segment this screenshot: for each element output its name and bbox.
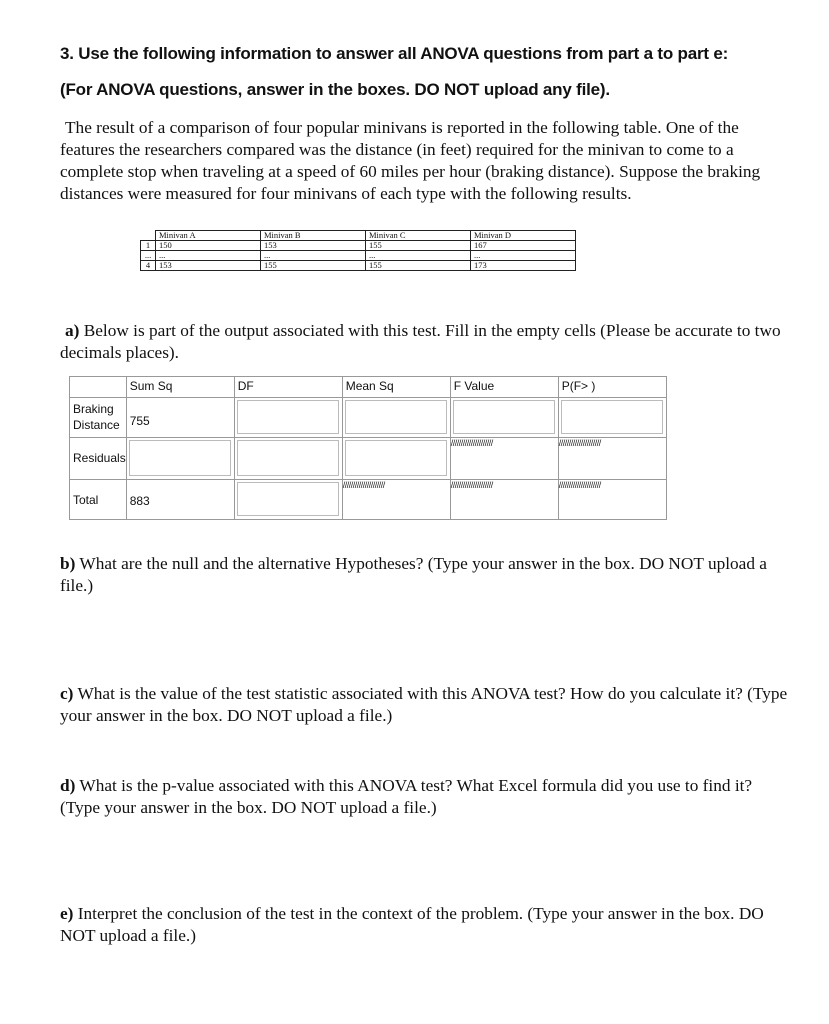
anova-table	[69, 376, 667, 520]
data-cell: 155	[366, 241, 471, 251]
data-cell: ...	[156, 251, 261, 261]
anova-sum-sq-value: 755	[126, 398, 234, 438]
question-number: 3	[60, 44, 70, 63]
data-table-row	[141, 241, 576, 251]
anova-col-header: P(F> )	[558, 377, 666, 398]
data-table-header-row	[141, 231, 576, 241]
anova-cell	[450, 398, 558, 438]
p-value-input[interactable]	[561, 400, 663, 434]
data-row-index: ...	[141, 251, 156, 261]
anova-col-header: Sum Sq	[126, 377, 234, 398]
data-col-header: Minivan B	[261, 231, 366, 241]
anova-hatch-cell: /////////////////////	[558, 480, 666, 520]
residuals-sum-sq-input[interactable]	[129, 440, 231, 476]
data-row-index: 4	[141, 261, 156, 271]
residuals-mean-sq-input[interactable]	[345, 440, 447, 476]
question-instruction: (For ANOVA questions, answer in the boxes. DO NOT upload any file).	[60, 80, 610, 99]
anova-row-braking	[70, 398, 667, 438]
df-input[interactable]	[237, 400, 339, 434]
mean-sq-input[interactable]	[345, 400, 447, 434]
data-table-corner	[141, 231, 156, 241]
residuals-df-input[interactable]	[237, 440, 339, 476]
anova-sum-sq-value: 883	[126, 480, 234, 520]
anova-cell	[234, 480, 342, 520]
anova-col-header: F Value	[450, 377, 558, 398]
data-table-row	[141, 261, 576, 271]
part-a-label: a)	[65, 321, 80, 340]
question-heading	[60, 44, 728, 64]
part-b-label: b)	[60, 554, 76, 573]
part-c-label: c)	[60, 684, 74, 703]
part-e-text: Interpret the conclusion of the test in the context of the problem. (Type your answer in the box. DO NOT upload a file.)	[60, 904, 764, 945]
anova-hatch-cell: /////////////////////	[450, 480, 558, 520]
anova-cell	[234, 398, 342, 438]
data-cell: 155	[261, 261, 366, 271]
data-cell: 173	[471, 261, 576, 271]
part-a-prompt	[60, 320, 790, 364]
anova-cell	[558, 398, 666, 438]
anova-row-total	[70, 480, 667, 520]
anova-hatch-cell: /////////////////////	[342, 480, 450, 520]
part-e-prompt	[60, 903, 790, 947]
anova-row-label: Braking Distance	[70, 398, 127, 438]
data-col-header: Minivan D	[471, 231, 576, 241]
data-cell: ...	[261, 251, 366, 261]
data-col-header: Minivan A	[156, 231, 261, 241]
question-heading-text: . Use the following information to answer all ANOVA questions from part a to part e:	[69, 44, 729, 63]
part-b-prompt	[60, 553, 790, 597]
anova-header-row	[70, 377, 667, 398]
intro-paragraph	[60, 117, 790, 205]
anova-row-residuals	[70, 438, 667, 480]
f-value-input[interactable]	[453, 400, 555, 434]
part-c-prompt	[60, 683, 790, 727]
anova-cell	[234, 438, 342, 480]
data-col-header: Minivan C	[366, 231, 471, 241]
part-e-label: e)	[60, 904, 74, 923]
total-df-input[interactable]	[237, 482, 339, 516]
data-cell: 150	[156, 241, 261, 251]
anova-col-header: Mean Sq	[342, 377, 450, 398]
anova-col-header: DF	[234, 377, 342, 398]
anova-cell	[342, 438, 450, 480]
data-cell: ...	[471, 251, 576, 261]
data-cell: ...	[366, 251, 471, 261]
data-row-index: 1	[141, 241, 156, 251]
data-cell: 153	[261, 241, 366, 251]
intro-text: The result of a comparison of four popular minivans is reported in the following table. One of the features the researchers compared was the distance (in feet) required for the minivan to come to a complete stop when traveling at a speed of 60 miles per hour (braking distance). Suppose the braking distances were measured for four minivans of each type with the following results.	[60, 118, 761, 203]
minivan-data-table	[140, 230, 576, 271]
data-cell: 153	[156, 261, 261, 271]
data-cell: 167	[471, 241, 576, 251]
part-c-text: What is the value of the test statistic associated with this ANOVA test? How do you calculate it? (Type your answer in the box. DO NOT upload a file.)	[60, 684, 788, 725]
part-a-text: Below is part of the output associated with this test. Fill in the empty cells (Please be accurate to two decimals places).	[60, 321, 781, 362]
anova-hatch-cell: /////////////////////	[558, 438, 666, 480]
anova-row-label: Residuals	[70, 438, 127, 480]
part-d-label: d)	[60, 776, 76, 795]
anova-cell	[126, 438, 234, 480]
anova-row-label: Total	[70, 480, 127, 520]
anova-hatch-cell: /////////////////////	[450, 438, 558, 480]
part-d-text: What is the p-value associated with this ANOVA test? What Excel formula did you use to find it? (Type your answer in the box. DO NOT upload a file.)	[60, 776, 753, 817]
anova-corner	[70, 377, 127, 398]
part-d-prompt	[60, 775, 790, 819]
part-b-text: What are the null and the alternative Hypotheses? (Type your answer in the box. DO NOT upload a file.)	[60, 554, 767, 595]
data-cell: 155	[366, 261, 471, 271]
anova-cell	[342, 398, 450, 438]
data-table-row	[141, 251, 576, 261]
